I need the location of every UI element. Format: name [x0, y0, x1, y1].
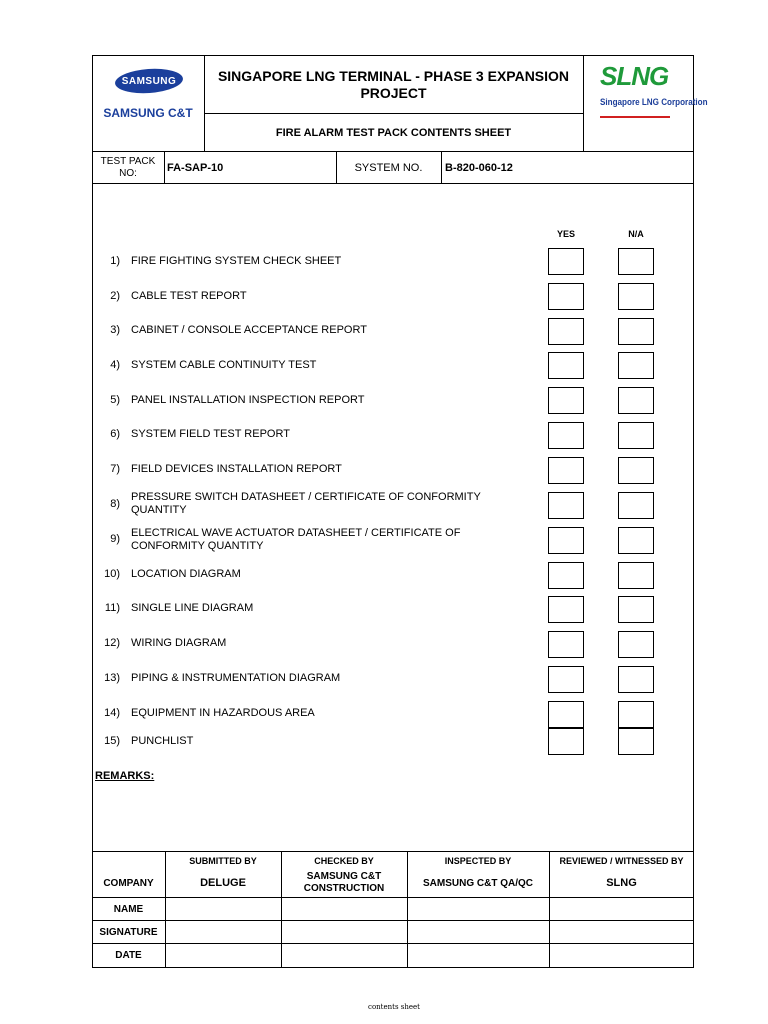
- slng-logo-text: SLNG: [600, 61, 669, 91]
- divider: [165, 851, 166, 968]
- company-slng: SLNG: [606, 877, 637, 889]
- item-label: EQUIPMENT IN HAZARDOUS AREA: [131, 707, 315, 719]
- na-checkbox[interactable]: [618, 387, 654, 414]
- divider: [92, 851, 694, 852]
- yes-checkbox[interactable]: [548, 422, 584, 449]
- yes-checkbox[interactable]: [548, 492, 584, 519]
- na-checkbox[interactable]: [618, 283, 654, 310]
- item-number: 8): [110, 498, 120, 510]
- samsung-logo: [114, 68, 184, 94]
- yes-checkbox[interactable]: [548, 596, 584, 623]
- reviewed-by-header: REVIEWED / WITNESSED BY: [559, 855, 684, 866]
- item-number: 12): [104, 637, 120, 649]
- divider: [92, 943, 694, 944]
- item-number: 11): [104, 602, 120, 614]
- na-checkbox[interactable]: [618, 728, 654, 755]
- yes-checkbox[interactable]: [548, 701, 584, 728]
- samsung-logo-text: SAMSUNG: [121, 75, 177, 87]
- na-checkbox[interactable]: [618, 422, 654, 449]
- remarks-label: REMARKS:: [95, 770, 155, 782]
- yes-checkbox[interactable]: [548, 318, 584, 345]
- yes-checkbox[interactable]: [548, 666, 584, 693]
- company-deluge: DELUGE: [200, 877, 246, 889]
- item-number: 13): [104, 672, 120, 684]
- item-label: PANEL INSTALLATION INSPECTION REPORT: [131, 394, 365, 406]
- item-label: WIRING DIAGRAM: [131, 637, 227, 649]
- system-no-value: B-820-060-12: [445, 162, 513, 174]
- na-checkbox[interactable]: [618, 352, 654, 379]
- slng-underline: [600, 116, 670, 118]
- divider: [583, 55, 584, 152]
- yes-checkbox[interactable]: [548, 248, 584, 275]
- divider: [164, 151, 165, 183]
- na-checkbox[interactable]: [618, 248, 654, 275]
- yes-column-header: YES: [556, 229, 575, 239]
- yes-checkbox[interactable]: [548, 527, 584, 554]
- divider: [281, 851, 282, 968]
- item-number: 10): [104, 568, 120, 580]
- project-title: SINGAPORE LNG TERMINAL - PHASE 3 EXPANSION PROJECT: [217, 68, 570, 101]
- na-checkbox[interactable]: [618, 666, 654, 693]
- na-checkbox[interactable]: [618, 457, 654, 484]
- checked-by-header: CHECKED BY: [314, 855, 374, 866]
- item-number: 6): [110, 428, 120, 440]
- sheet-title: FIRE ALARM TEST PACK CONTENTS SHEET: [275, 126, 512, 139]
- na-checkbox[interactable]: [618, 492, 654, 519]
- slng-corp-name: Singapore LNG Corporation: [600, 97, 708, 107]
- yes-checkbox[interactable]: [548, 562, 584, 589]
- item-label: SINGLE LINE DIAGRAM: [131, 602, 254, 614]
- item-label: FIRE FIGHTING SYSTEM CHECK SHEET: [131, 255, 342, 267]
- divider: [407, 851, 408, 968]
- name-row-label: NAME: [113, 903, 144, 915]
- yes-checkbox[interactable]: [548, 457, 584, 484]
- na-checkbox[interactable]: [618, 631, 654, 658]
- na-checkbox[interactable]: [618, 596, 654, 623]
- item-number: 1): [110, 255, 120, 267]
- slng-logo: [598, 61, 708, 123]
- signature-row-label: SIGNATURE: [99, 926, 158, 938]
- divider: [441, 151, 442, 183]
- na-column-header: N/A: [628, 229, 644, 239]
- company-name: SAMSUNG C&T: [103, 106, 193, 120]
- item-label: LOCATION DIAGRAM: [131, 568, 241, 580]
- item-label: SYSTEM FIELD TEST REPORT: [131, 428, 290, 440]
- inspected-by-header: INSPECTED BY: [444, 855, 512, 866]
- item-number: 2): [110, 290, 120, 302]
- na-checkbox[interactable]: [618, 701, 654, 728]
- item-number: 7): [110, 463, 120, 475]
- na-checkbox[interactable]: [618, 527, 654, 554]
- divider: [549, 851, 550, 968]
- item-label: PRESSURE SWITCH DATASHEET / CERTIFICATE OF CONFORMITY QUANTITY: [131, 491, 481, 516]
- yes-checkbox[interactable]: [548, 387, 584, 414]
- yes-checkbox[interactable]: [548, 728, 584, 755]
- item-label: ELECTRICAL WAVE ACTUATOR DATASHEET / CERTIFICATE OF CONFORMITY QUANTITY: [131, 527, 461, 552]
- divider: [92, 920, 694, 921]
- item-label: CABLE TEST REPORT: [131, 290, 247, 302]
- na-checkbox[interactable]: [618, 318, 654, 345]
- item-label: SYSTEM CABLE CONTINUITY TEST: [131, 359, 317, 371]
- company-samsung-construction: SAMSUNG C&T CONSTRUCTION: [303, 871, 385, 894]
- item-label: CABINET / CONSOLE ACCEPTANCE REPORT: [131, 324, 367, 336]
- divider: [92, 897, 694, 898]
- item-number: 9): [110, 533, 120, 545]
- item-number: 4): [110, 359, 120, 371]
- company-row-label: COMPANY: [103, 877, 154, 889]
- company-samsung-qaqc: SAMSUNG C&T QA/QC: [423, 877, 533, 889]
- na-checkbox[interactable]: [618, 562, 654, 589]
- item-number: 3): [110, 324, 120, 336]
- page-footer: contents sheet: [368, 1003, 420, 1011]
- test-pack-value: FA-SAP-10: [167, 162, 224, 174]
- yes-checkbox[interactable]: [548, 352, 584, 379]
- date-row-label: DATE: [115, 950, 142, 961]
- submitted-by-header: SUBMITTED BY: [189, 855, 257, 866]
- item-label: PIPING & INSTRUMENTATION DIAGRAM: [131, 672, 341, 684]
- yes-checkbox[interactable]: [548, 283, 584, 310]
- system-no-label: SYSTEM NO.: [354, 161, 423, 174]
- item-number: 14): [104, 707, 120, 719]
- item-label: FIELD DEVICES INSTALLATION REPORT: [131, 463, 342, 475]
- divider: [92, 183, 694, 184]
- item-number: 15): [104, 735, 120, 747]
- yes-checkbox[interactable]: [548, 631, 584, 658]
- item-number: 5): [110, 394, 120, 406]
- test-pack-label: TEST PACK NO:: [100, 155, 156, 179]
- item-label: PUNCHLIST: [131, 735, 194, 747]
